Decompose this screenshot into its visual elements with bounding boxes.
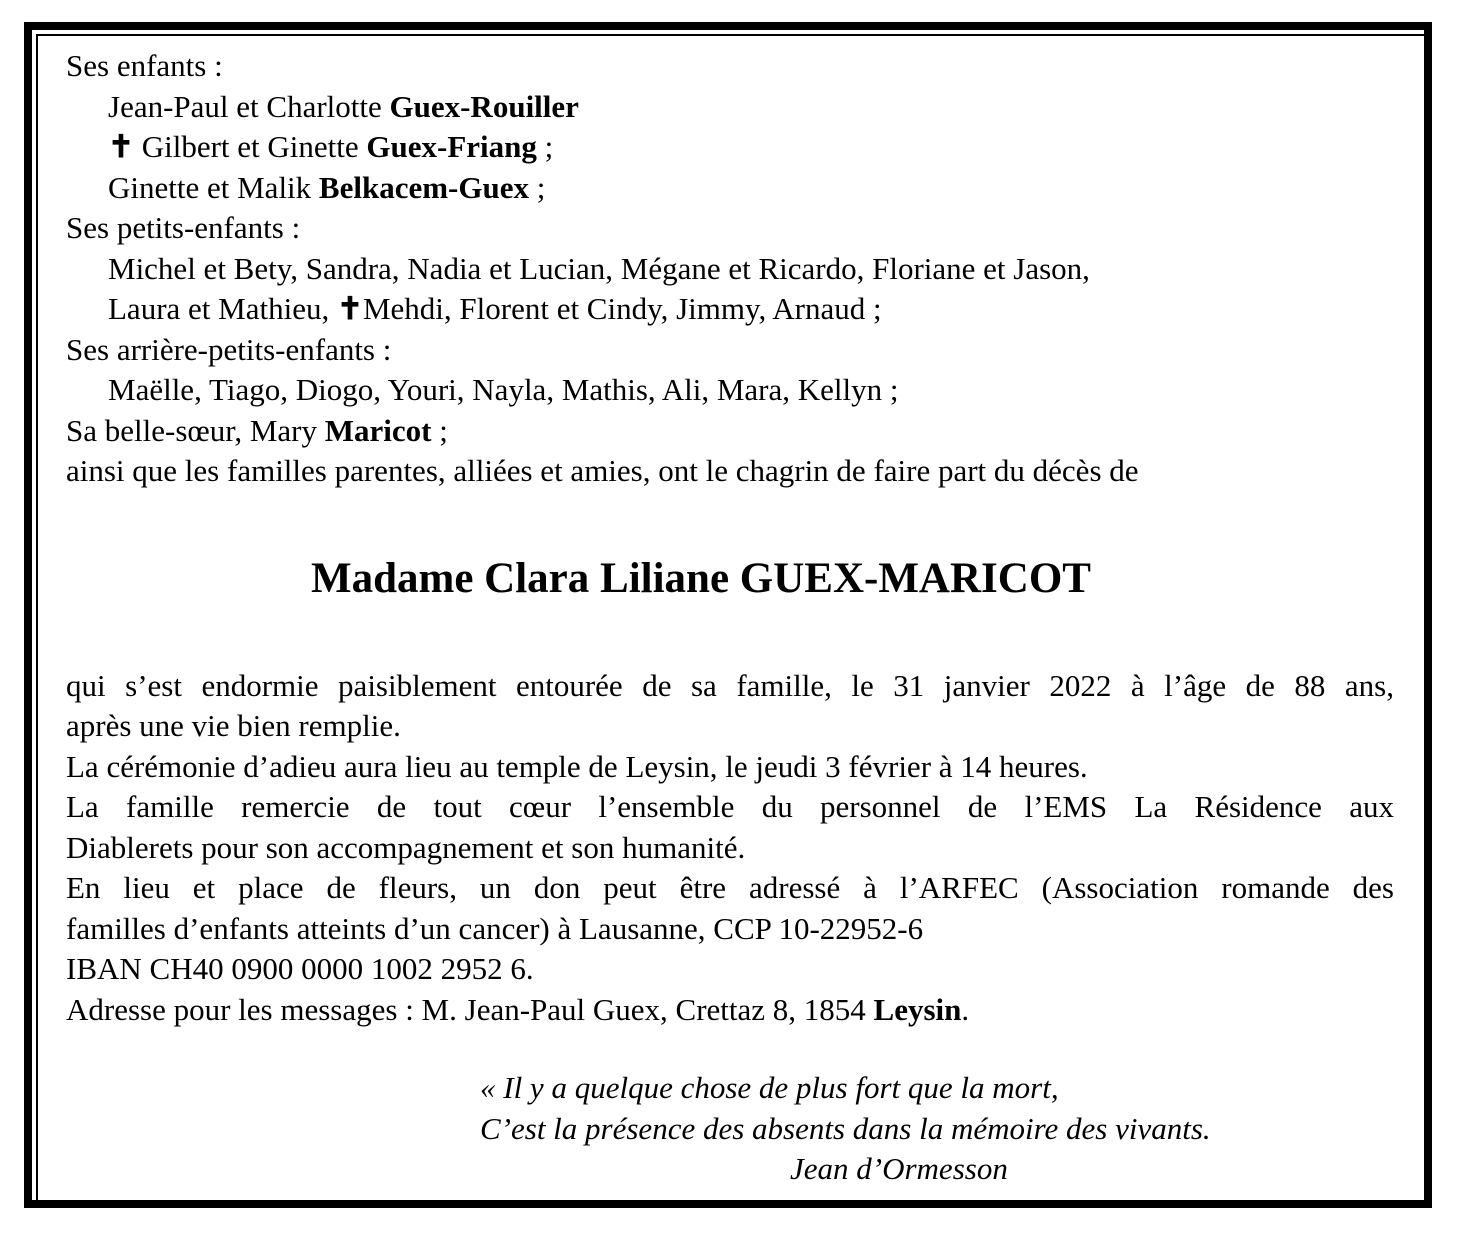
obituary-body — [66, 46, 1394, 1030]
grandchildren-line-1: Michel et Bety, Sandra, Nadia et Lucian, Mégane et Ricardo, Floriane et Jason, — [108, 250, 1090, 286]
sister-in-law-surname: Maricot — [324, 412, 432, 448]
families-line: ainsi que les familles parentes, alliées et amies, ont le chagrin de faire part du décès de — [66, 453, 1139, 488]
grandchildren-line-2 — [66, 289, 1394, 330]
quote-line-2: C’est la présence des absents dans la mémoire des vivants. — [480, 1110, 1211, 1146]
child-suffix: ; — [536, 129, 554, 164]
address-prefix: Adresse pour les messages : M. Jean-Paul Guex, Crettaz 8, 1854 — [66, 991, 874, 1027]
address-city: Leysin — [873, 991, 962, 1027]
quote-line-1: « Il y a quelque chose de plus fort que la mort, — [480, 1070, 1059, 1105]
address-suffix: . — [961, 991, 970, 1027]
sister-in-law-line — [66, 411, 1394, 452]
cross-icon: ✝ — [108, 129, 134, 164]
child-suffix: ; — [529, 169, 546, 205]
grandchildren-after: Mehdi, Florent et Cindy, Jimmy, Arnaud ; — [362, 291, 882, 326]
child-surname: Belkacem-Guex — [318, 169, 529, 205]
child-line-3 — [66, 168, 1394, 209]
child-surname: Guex-Rouiller — [389, 88, 579, 124]
quote-author: Jean d’Ormesson — [790, 1151, 1008, 1186]
child-prefix: Ginette et Malik — [108, 169, 319, 205]
child-surname: Guex-Friang — [366, 129, 537, 164]
thanks-line-1: La famille remercie de tout cœur l’ensemble du personnel de l’EMS La Résidence aux — [66, 789, 1394, 824]
deceased-name: Madame Clara Liliane GUEX-MARICOT — [311, 554, 1091, 602]
child-prefix: Gilbert et Ginette — [133, 129, 367, 164]
child-prefix: Jean-Paul et Charlotte — [108, 88, 390, 124]
children-heading: Ses enfants : — [66, 48, 223, 83]
donation-line-1: En lieu et place de fleurs, un don peut être adressé à l’ARFEC (Association romande des — [66, 870, 1394, 905]
ceremony-line: La cérémonie d’adieu aura lieu au temple de Leysin, le jeudi 3 février à 14 heures. — [66, 748, 1088, 784]
great-grandchildren-heading: Ses arrière-petits-enfants : — [66, 331, 392, 367]
death-line-2: après une vie bien remplie. — [66, 708, 401, 743]
death-line-1: qui s’est endormie paisiblement entourée de sa famille, le 31 janvier 2022 à l’âge de 88 ans, — [66, 667, 1394, 703]
sister-in-law-suffix: ; — [431, 412, 448, 448]
grandchildren-heading: Ses petits-enfants : — [66, 210, 301, 245]
child-line-1 — [66, 87, 1394, 128]
quote-block — [480, 1068, 1211, 1190]
grandchildren-before: Laura et Mathieu, — [108, 291, 337, 326]
great-grandchildren-list: Maëlle, Tiago, Diogo, Youri, Nayla, Mathis, Ali, Mara, Kellyn ; — [108, 372, 899, 407]
cross-icon: ✝ — [336, 291, 363, 326]
child-line-2 — [66, 127, 1394, 168]
sister-in-law-prefix: Sa belle-sœur, Mary — [66, 412, 325, 448]
iban-line: IBAN CH40 0900 0000 1002 2952 6. — [66, 951, 534, 986]
donation-line-2: familles d’enfants atteints d’un cancer) à Lausanne, CCP 10-22952-6 — [66, 910, 924, 946]
address-line — [66, 990, 1394, 1031]
thanks-line-2: Diablerets pour son accompagnement et son humanité. — [66, 829, 746, 865]
